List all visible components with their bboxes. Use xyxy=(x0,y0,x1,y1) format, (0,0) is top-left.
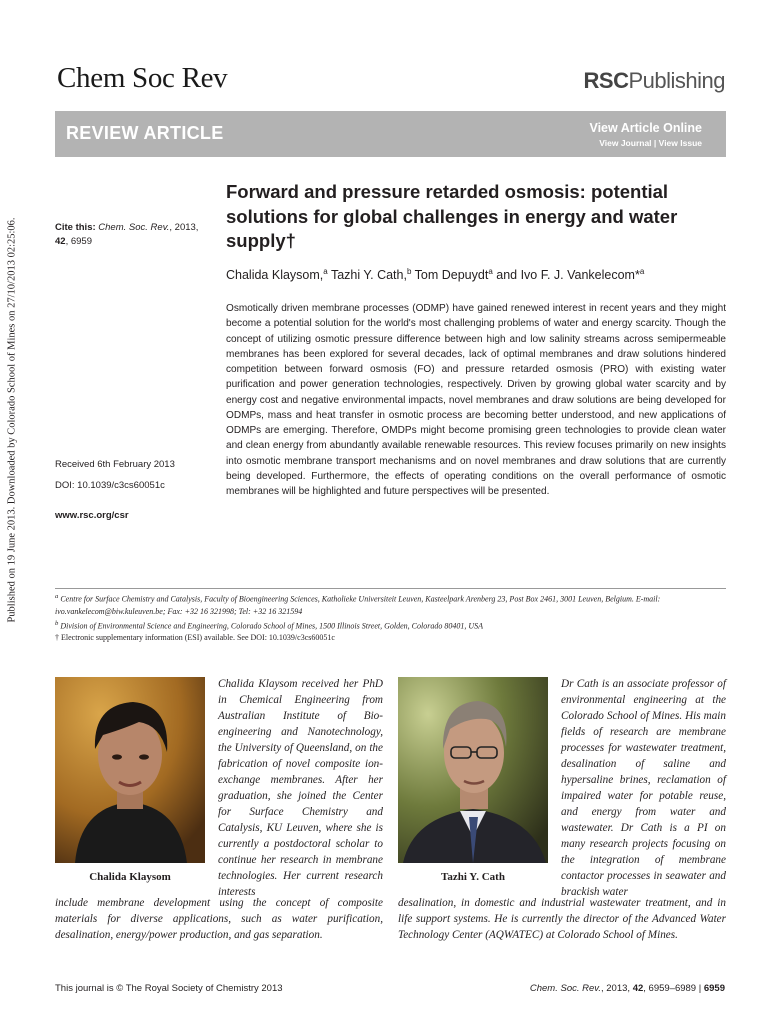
author-affil-mark: a xyxy=(639,267,645,276)
cite-year: , 2013, xyxy=(169,222,199,233)
banner-links xyxy=(599,138,702,148)
journal-title: Chem Soc Rev xyxy=(57,62,228,94)
affiliation-a xyxy=(55,591,726,618)
doi[interactable]: DOI: 10.1039/c3cs60051c xyxy=(55,480,165,491)
author-name: Chalida Klaysom, xyxy=(226,268,324,283)
article-type-label: REVIEW ARTICLE xyxy=(66,123,224,143)
page-footer xyxy=(530,983,725,994)
footer-volume: 42 xyxy=(632,983,644,994)
copyright-footer: This journal is © The Royal Society of Chemistry 2013 xyxy=(55,983,283,994)
cath-portrait-icon xyxy=(398,677,548,863)
banner-link-separator: | xyxy=(653,138,657,148)
author-list xyxy=(226,267,644,282)
author-name: Tom Depuydt xyxy=(411,268,489,283)
affiliation-a-mark: a xyxy=(55,593,59,600)
cath-bio-beside: Dr Cath is an associate professor of environmental engineering at the Colorado School of Mines. His main fields of research are membrane processes for wastewater treatment, desalination of saline and hypersaline brines, reclamation of impaired water for potable reuse, and energy from water and wastewater. Dr Cath is a PI on many research projects focusing on the integration of membrane contactor processes in seawater and brackish water xyxy=(561,678,726,898)
cath-bio-below: desalination, in domestic and industrial wastewater treatment, and in life support systems. He is currently the director of the Advanced Water Technology Center (AQWATEC) at Colorado School of Mines. xyxy=(398,897,726,941)
cite-page: , 6959 xyxy=(65,236,92,247)
received-date: Received 6th February 2013 xyxy=(55,459,175,470)
affiliation-b-text: Division of Environmental Science and Engineering, Colorado School of Mines, 1500 Illinois Street, Golden, Colorado 80401, USA xyxy=(60,621,484,631)
author-name: and Ivo F. J. Vankelecom* xyxy=(492,268,640,283)
author-affil-mark: a xyxy=(323,267,328,276)
affiliations xyxy=(55,591,726,644)
cite-journal: Chem. Soc. Rev. xyxy=(98,222,170,233)
author-affil-mark: a xyxy=(488,267,493,276)
klaysom-bio-below: include membrane development using the concept of composite materials for diverse applications, such as water purification, desalination, energy/power production, and gas separation. xyxy=(55,897,383,941)
publisher-logo-rest: Publishing xyxy=(628,68,725,93)
klaysom-caption: Chalida Klaysom xyxy=(89,871,171,883)
esi-note: † Electronic supplementary information (ESI) available. See DOI: 10.1039/c3cs60051c xyxy=(55,633,335,643)
download-stamp xyxy=(4,210,20,630)
cath-photo xyxy=(398,677,548,863)
klaysom-portrait-icon xyxy=(55,677,205,863)
cite-volume: 42 xyxy=(55,236,66,247)
klaysom-photo xyxy=(55,677,205,863)
citation-block xyxy=(55,221,205,249)
footer-journal: Chem. Soc. Rev. xyxy=(529,983,601,994)
publisher-logo-rsc: RSC xyxy=(583,68,629,93)
footer-separator: | xyxy=(698,983,702,994)
cite-prefix: Cite this: xyxy=(55,222,96,233)
view-journal-link[interactable]: View Journal xyxy=(599,138,652,148)
affiliation-b xyxy=(55,618,726,633)
cath-caption: Tazhi Y. Cath xyxy=(441,871,505,883)
author-affil-mark: b xyxy=(406,267,412,276)
view-article-online-link[interactable]: View Article Online xyxy=(589,121,702,135)
abstract: Osmotically driven membrane processes (ODMP) have gained renewed interest in recent years and they might become a potential solution for the world's most challenging problems of water and energy scarcity. Though the concept of utilizing osmotic pressure difference between high and low salinity streams across semipermeable membranes has been explored for several decades, lack of optimal membranes and draw solutions hindered competition between forward osmosis (FO) and pressure retarded osmosis (PRO) with existing water purification and power generation technologies, respectively. Driven by growing global water scarcity and by energy cost and negative environmental impacts, novel membranes and draw solutions are being developed for ODMPs, mass and heat transfer in osmotic process are becoming better understood, and new applications of ODMPs are emerging. Therefore, OMDPs might become promising green technologies to provide clean water and clean energy from abundantly available renewable resources. This review focuses primarily on new insights into osmotic membrane transport mechanisms and on novel membranes and draw solutions that are currently being developed. Furthermore, the effects of operating conditions on the overall performance of osmotic membranes will be highlighted and future perspectives will be presented. xyxy=(226,303,726,497)
page-number: 6959 xyxy=(703,983,725,994)
publisher-logo xyxy=(584,68,725,94)
footer-year: , 2013, xyxy=(600,983,631,994)
klaysom-bio-beside: Chalida Klaysom received her PhD in Chemical Engineering from Australian Institute of Bio-engineering and Nanotechnology, the University of Queensland, on the fabrication of novel composite ion-exchange membranes. After her graduation, she joined the Center for Surface Chemistry and Catalysis, KU Leuven, where she is currently a postdoctoral scholar to continue her research in membrane technologies. Her current research interests xyxy=(218,678,383,898)
journal-url[interactable]: www.rsc.org/csr xyxy=(55,510,129,521)
footer-pages: , 6959–6989 xyxy=(643,983,697,994)
affiliation-divider xyxy=(55,588,726,589)
article-title: Forward and pressure retarded osmosis: potential solutions for global challenges in energy and water supply† xyxy=(226,181,678,251)
view-issue-link[interactable]: View Issue xyxy=(658,138,702,148)
affiliation-b-mark: b xyxy=(55,619,59,627)
author-name: Tazhi Y. Cath, xyxy=(327,268,407,283)
affiliation-a-text: Centre for Surface Chemistry and Catalysis, Faculty of Bioengineering Sciences, Katholieke Universiteit Leuven, Kasteelpark Arenberg 23, Post Box 2461, 3001 Leuven, Belgium. E-mail: ivo.vankelecom@biw.kuleuven.be; Fax: +32 16 321998; Tel: +32 16 321594 xyxy=(55,594,661,616)
download-stamp-text: Published on 19 June 2013. Downloaded by Colorado School of Mines on 27/10/2013 02:25:06. xyxy=(6,217,18,623)
